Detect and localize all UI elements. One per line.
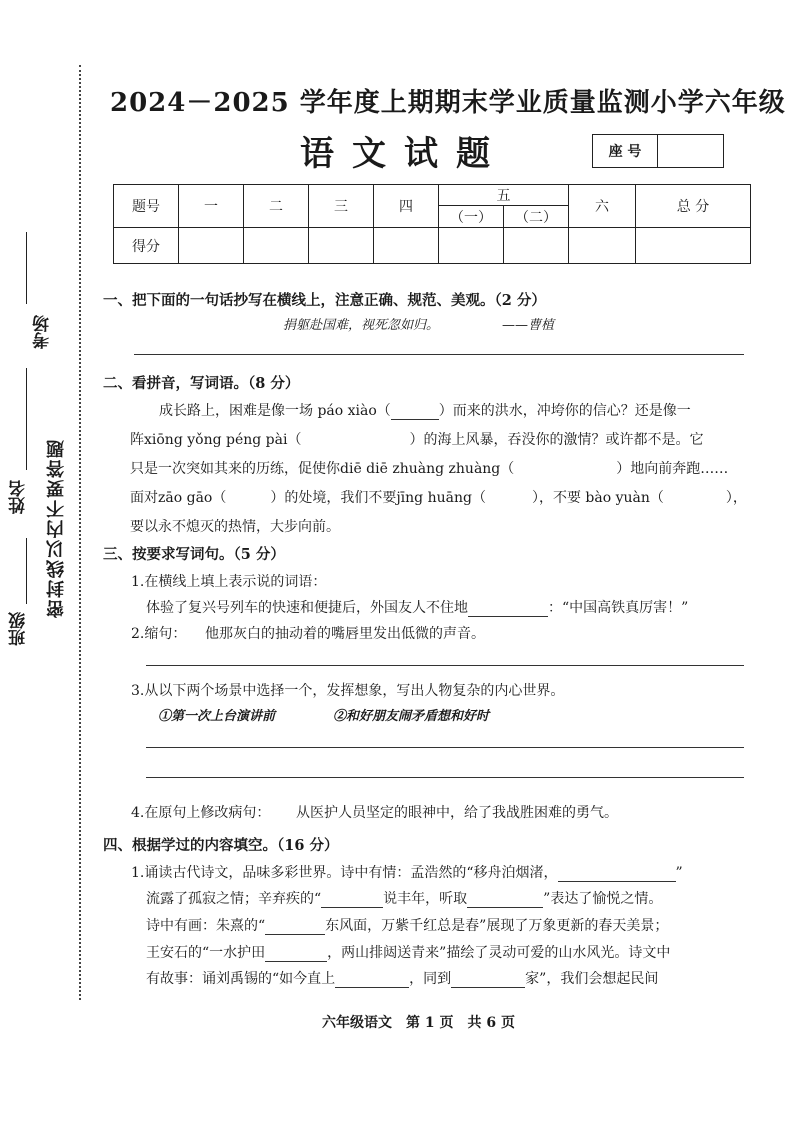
s2-line1 [159,400,691,420]
pinyin-blank[interactable] [391,419,439,420]
class-label: 班级 [9,612,29,646]
s4-l5c: 家”，我们会想起民间 [525,971,659,987]
poem-blank[interactable] [451,987,525,988]
s4-l5b: ，同到 [409,971,452,987]
s3-q1: 1.在横线上填上表示说的词语： [131,574,327,590]
s3-q3-opt2: ②和好朋友闹矛盾想和好时 [333,709,490,724]
seat-number-box [592,134,724,168]
say-word-blank[interactable] [468,616,548,617]
s2-l2b: ）的海上风暴，吞没你的激情？或许都不是。它 [409,432,704,448]
score-cell[interactable] [374,228,439,264]
s3-q3: 3.从以下两个场景中选择一个，发挥想象，写出人物复杂的内心世界。 [131,683,565,699]
s4-l5a: 有故事：诵刘禹锡的“如今直上 [146,971,336,987]
s2-line4 [130,487,747,507]
s3-q4-label: 4.在原句上修改病句： [131,805,271,821]
s4-l1a: 1.诵读古代诗文，品味多彩世界。诗中有情：孟浩然的“移舟泊烟渚， [131,865,558,881]
s2-l4a: 面对zāo gāo（ [130,490,227,506]
subject-title: 语文试题 [300,134,508,174]
seat-label: 座 号 [593,135,658,167]
s3-q1a: 体验了复兴号列车的快速和便捷后，外国友人不住地 [146,600,468,616]
s2-l1b: ）而来的洪水，冲垮你的信心？还是像一 [438,403,691,419]
score-col-3: 三 [309,185,374,228]
section1-author: ——曹植 [502,318,555,333]
s4-l2c: ”表达了愉悦之情。 [543,891,663,907]
section2-heading: 二、看拼音，写词语。（8 分） [103,375,300,392]
name-line [26,368,27,470]
s2-l3b: ）地向前奔跑…… [616,461,729,477]
score-cell[interactable] [504,228,569,264]
score-cell[interactable] [309,228,374,264]
score-col-4: 四 [374,185,439,228]
score-cell[interactable] [636,228,751,264]
name-label: 姓名 [9,480,29,514]
s3-q2-sentence: 他那灰白的抽动着的嘴唇里发出低微的声音。 [205,626,485,642]
poem-blank[interactable] [558,881,676,882]
s4-line5 [146,968,658,988]
s2-line3 [130,458,728,478]
s2-l2a: 阵xiōng yǒng péng pài（ [130,432,302,448]
answer-line[interactable] [146,747,744,748]
exam-room-line [26,232,27,304]
score-cell[interactable] [569,228,636,264]
poem-blank[interactable] [467,907,543,908]
s2-l4b: ）的处境，我们不要jīng huāng（ [270,490,486,506]
s2-l1a: 成长路上，困难是像一场 páo xiào（ [159,403,391,419]
score-cell[interactable] [439,228,504,264]
s2-line5: 要以永不熄灭的热情，大步向前。 [130,519,340,535]
s4-l2a: 流露了孤寂之情；辛弃疾的“ [146,891,322,907]
score-cell[interactable] [179,228,244,264]
score-table [113,184,751,264]
section1-sentence: 捐躯赴国难，视死忽如归。 [283,318,440,333]
answer-line[interactable] [146,777,744,778]
copy-line[interactable] [134,354,744,355]
s4-l3a: 诗中有画：朱熹的“ [146,918,266,934]
s3-q3-opt1: ①第一次上台演讲前 [158,709,276,724]
score-col-5-2: （二） [504,206,569,228]
s4-l4a: 王安石的“一水护田 [146,945,266,961]
s4-l2b: 说丰年，听取 [383,891,468,907]
s4-l3b: 东风面，万紫千红总是春”展现了万象更新的春天美景； [325,918,669,934]
seal-warning: 密封线以内不要答题 [46,438,67,618]
s3-q4-sentence: 从医护人员坚定的眼神中，给了我战胜困难的勇气。 [296,805,618,821]
s3-q1b: ：“中国高铁真厉害！” [548,600,689,616]
section1-heading: 一、把下面的一句话抄写在横线上，注意正确、规范、美观。（2 分） [103,292,546,309]
poem-blank[interactable] [335,987,409,988]
s2-line2 [130,429,703,449]
s4-line2 [146,888,662,908]
seat-number-field[interactable] [658,135,723,167]
score-col-total: 总 分 [636,185,751,228]
s3-q2-label: 2.缩句： [131,626,187,642]
seal-dotted-line [79,65,81,1000]
score-row2-label: 得分 [114,228,179,264]
score-col-2: 二 [244,185,309,228]
score-col-5: 五 [439,185,569,206]
s4-l1b: ” [675,865,683,881]
s2-l3a: 只是一次突如其来的历练，促使你diē diē zhuàng zhuàng（ [130,461,515,477]
score-row-label: 题号 [114,185,179,228]
poem-blank[interactable] [265,961,327,962]
section3-heading: 三、按要求写词句。（5 分） [103,546,285,563]
poem-blank[interactable] [265,934,325,935]
s4-line1 [131,862,683,882]
exam-title: 2024－2025 学年度上期期末学业质量监测小学六年级 [110,88,786,118]
s3-q1-sentence [146,597,688,617]
exam-room-label: 考场 [33,315,53,349]
section4-heading: 四、根据学过的内容填空。（16 分） [103,837,339,854]
score-col-1: 一 [179,185,244,228]
score-col-6: 六 [569,185,636,228]
score-cell[interactable] [244,228,309,264]
class-line [26,538,27,604]
poem-blank[interactable] [321,907,383,908]
s4-l4b: ，两山排闼送青来”描绘了灵动可爱的山水风光。诗文中 [327,945,671,961]
answer-line[interactable] [146,665,744,666]
score-col-5-1: （一） [439,206,504,228]
s4-line4 [146,942,670,962]
s2-l4d: ）， [725,490,747,506]
page-footer: 六年级语文 第 1 页 共 6 页 [322,1015,515,1031]
s4-line3 [146,915,668,935]
s2-l4c: ），不要 bào yuàn（ [531,490,664,506]
